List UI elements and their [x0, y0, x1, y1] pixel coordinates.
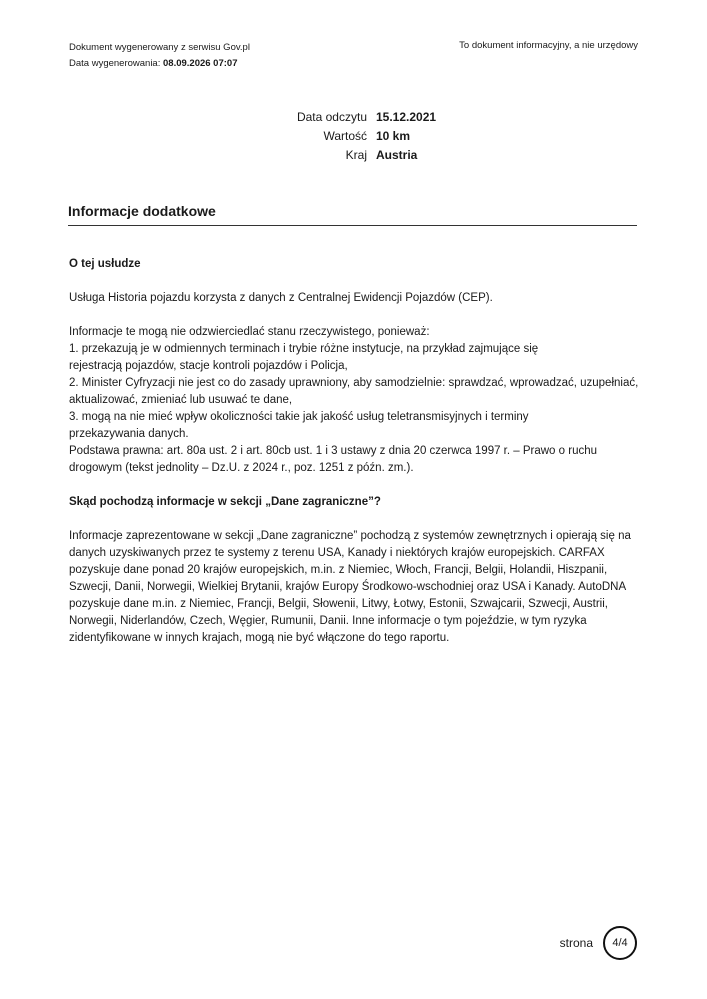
about-title: O tej usłudze	[69, 258, 141, 270]
page-label: strona	[559, 936, 593, 950]
foreign-line: danych uzyskiwanych przez te systemy z terenu USA, Kanady i niektórych krajów europejskich. CARFAX	[69, 547, 605, 559]
generated-date-value: 08.09.2026 07:07	[163, 58, 238, 69]
page-number: 4/4	[603, 926, 637, 960]
document-header-left	[69, 40, 250, 72]
reading-value: Austria	[376, 148, 418, 162]
generated-date-label: Data wygenerowania:	[69, 58, 161, 69]
about-line: Podstawa prawna: art. 80a ust. 2 i art. 80cb ust. 1 i 3 ustawy z dnia 20 czerwca 1997 r. – Prawo o ruchu	[69, 445, 598, 457]
about-line: Informacje te mogą nie odzwierciedlać stanu rzeczywistego, ponieważ:	[69, 326, 430, 338]
about-line: 3. mogą na nie mieć wpływ okoliczności takie jak jakość usług teletransmisyjnych i terminy	[69, 411, 529, 423]
reading-value: 15.12.2021	[376, 110, 437, 124]
foreign-line: pozyskuje dane m.in. z Niemiec, Francji, Belgii, Słowenii, Litwy, Łotwy, Estonii, Szwajcarii, Szwecji, Austrii,	[69, 598, 608, 610]
foreign-line: Norwegii, Niderlandów, Czech, Węgier, Rumunii, Danii. Inne informacje o tym pojeździe, w tym ryzyka	[69, 615, 587, 627]
page-indicator	[560, 926, 637, 960]
about-line: aktualizować, zmieniać lub usuwać te dane,	[69, 394, 293, 406]
about-line: 1. przekazują je w odmiennych terminach i trybie różne instytucje, na przykład zajmujące się	[69, 343, 539, 355]
reading-details	[0, 108, 707, 165]
about-intro: Usługa Historia pojazdu korzysta z danych z Centralnej Ewidencji Pojazdów (CEP).	[69, 292, 493, 304]
additional-info-content	[69, 256, 641, 647]
section-title: Informacje dodatkowe	[68, 203, 216, 219]
foreign-line: zidentyfikowane w innych krajach, mogą nie być włączone do tego raportu.	[69, 632, 450, 644]
reading-label: Data odczytu	[296, 110, 367, 124]
foreign-title: Skąd pochodzą informacje w sekcji „Dane zagraniczne”?	[69, 496, 381, 508]
about-line: rejestracją pojazdów, stacje kontroli pojazdów i Policja,	[69, 360, 348, 372]
reading-label: Wartość	[323, 129, 367, 143]
foreign-line: Informacje zaprezentowane w sekcji „Dane zagraniczne” pochodzą z systemów zewnętrznych i opierają się na	[69, 530, 631, 542]
foreign-line: pozyskuje dane ponad 20 krajów europejskich, m.in. z Niemiec, Włoch, Francji, Belgii, Holandii, Hiszpanii,	[69, 564, 608, 576]
generated-date	[69, 56, 250, 72]
reading-row-date	[0, 108, 707, 127]
about-line: drogowym (tekst jednolity – Dz.U. z 2024 r., poz. 1251 z późn. zm.).	[69, 462, 414, 474]
section-divider	[68, 225, 637, 226]
foreign-line: Szwecji, Danii, Norwegii, Wielkiej Brytanii, krajów Europy Środkowo-wschodniej oraz USA i Kanady. AutoDNA	[69, 581, 627, 593]
about-line: przekazywania danych.	[69, 428, 189, 440]
document-source: Dokument wygenerowany z serwisu Gov.pl	[69, 42, 250, 53]
document-disclaimer: To dokument informacyjny, a nie urzędowy	[459, 40, 638, 51]
reading-row-country	[0, 146, 707, 165]
about-line: 2. Minister Cyfryzacji nie jest co do zasady uprawniony, aby samodzielnie: sprawdzać, wprowadzać, uzupełniać,	[69, 377, 639, 389]
reading-row-value	[0, 127, 707, 146]
reading-label: Kraj	[345, 148, 367, 162]
reading-value: 10 km	[376, 129, 411, 143]
